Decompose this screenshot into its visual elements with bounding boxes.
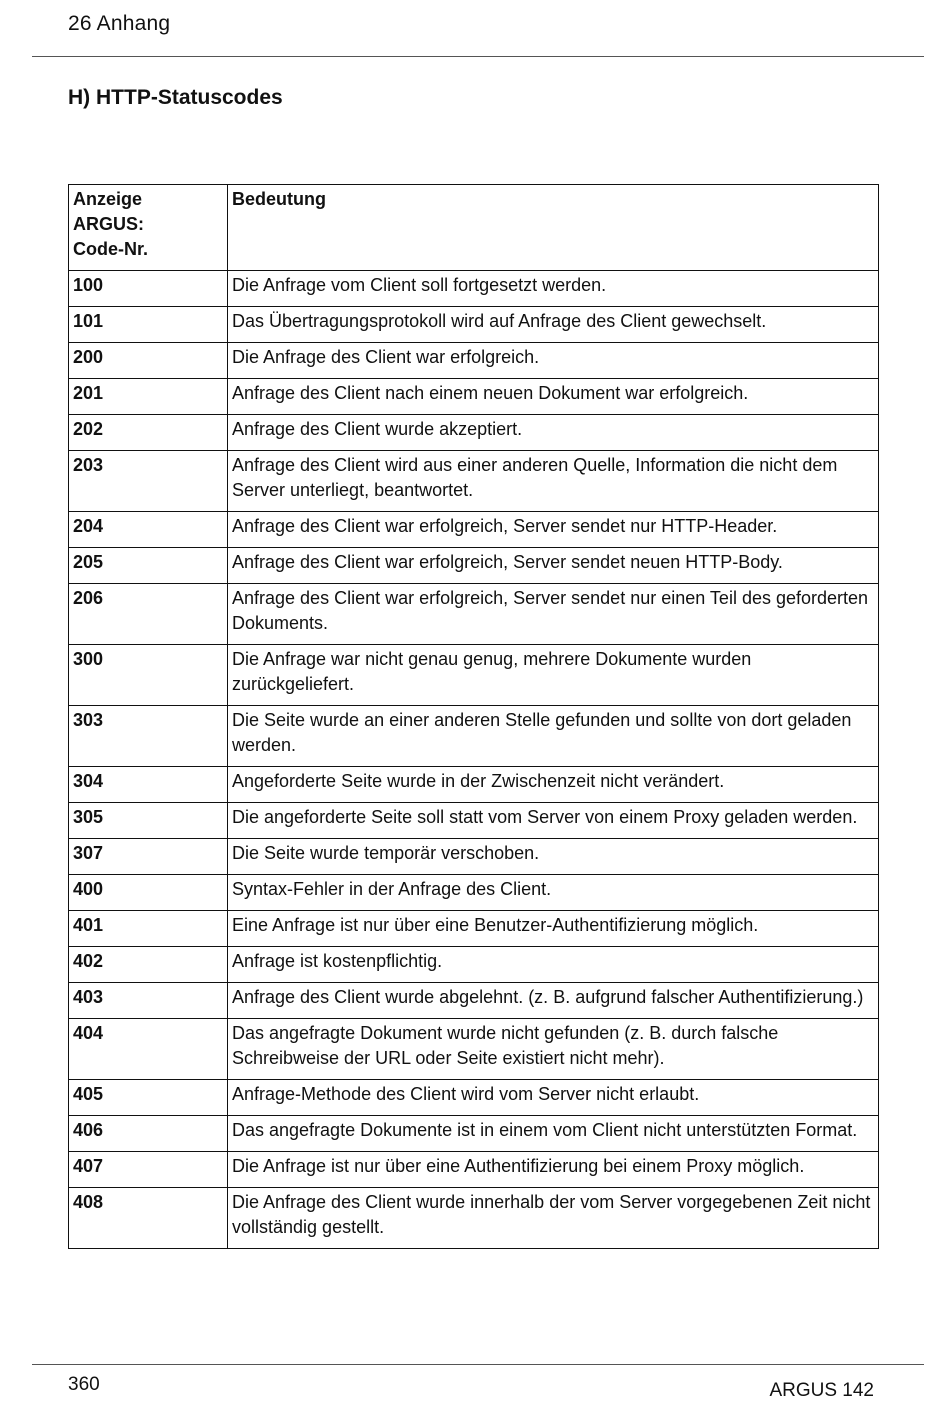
status-code-cell: 101	[69, 307, 228, 343]
table-row	[69, 415, 879, 451]
status-code-cell: 303	[69, 706, 228, 767]
status-code-cell: 403	[69, 983, 228, 1019]
chapter-header: 26 Anhang	[68, 12, 171, 35]
column-header-code-label: Anzeige ARGUS: Code-Nr.	[73, 189, 149, 259]
table-row	[69, 767, 879, 803]
table-header-row	[69, 185, 879, 271]
status-meaning-cell: Syntax-Fehler in der Anfrage des Client.	[228, 875, 879, 911]
status-meaning-cell: Anfrage des Client wird aus einer anderen Quelle, Information die nicht dem Server unterliegt, beantwortet.	[228, 451, 879, 512]
table-row	[69, 947, 879, 983]
status-code-cell: 405	[69, 1080, 228, 1116]
status-code-cell: 203	[69, 451, 228, 512]
status-meaning-cell: Angeforderte Seite wurde in der Zwischenzeit nicht verändert.	[228, 767, 879, 803]
status-code-cell: 407	[69, 1152, 228, 1188]
column-header-meaning: Bedeutung	[228, 185, 879, 271]
status-meaning-cell: Anfrage-Methode des Client wird vom Server nicht erlaubt.	[228, 1080, 879, 1116]
table-row	[69, 343, 879, 379]
status-code-cell: 304	[69, 767, 228, 803]
status-meaning-cell: Die Anfrage des Client war erfolgreich.	[228, 343, 879, 379]
status-code-cell: 202	[69, 415, 228, 451]
page-number: 360	[68, 1374, 100, 1395]
table-row	[69, 803, 879, 839]
status-code-table	[68, 184, 879, 1249]
section-title: H) HTTP-Statuscodes	[68, 86, 283, 109]
status-code-cell: 401	[69, 911, 228, 947]
status-meaning-cell: Die Anfrage war nicht genau genug, mehrere Dokumente wurden zurückgeliefert.	[228, 645, 879, 706]
table-row	[69, 1152, 879, 1188]
status-meaning-cell: Anfrage des Client war erfolgreich, Server sendet nur einen Teil des geforderten Dokuments.	[228, 584, 879, 645]
status-meaning-cell: Die Seite wurde an einer anderen Stelle gefunden und sollte von dort geladen werden.	[228, 706, 879, 767]
status-code-cell: 300	[69, 645, 228, 706]
status-meaning-cell: Die Seite wurde temporär verschoben.	[228, 839, 879, 875]
status-meaning-cell: Das Übertragungsprotokoll wird auf Anfrage des Client gewechselt.	[228, 307, 879, 343]
status-meaning-cell: Anfrage des Client wurde akzeptiert.	[228, 415, 879, 451]
status-meaning-cell: Anfrage ist kostenpflichtig.	[228, 947, 879, 983]
column-header-code	[69, 185, 228, 271]
table-body	[69, 271, 879, 1249]
status-meaning-cell: Das angefragte Dokumente ist in einem vom Client nicht unterstützten Format.	[228, 1116, 879, 1152]
table-row	[69, 271, 879, 307]
status-code-cell: 408	[69, 1188, 228, 1249]
table-row	[69, 911, 879, 947]
status-meaning-cell: Anfrage des Client wurde abgelehnt. (z. B. aufgrund falscher Authentifizierung.)	[228, 983, 879, 1019]
status-meaning-cell: Anfrage des Client war erfolgreich, Server sendet neuen HTTP-Body.	[228, 548, 879, 584]
status-meaning-cell: Eine Anfrage ist nur über eine Benutzer-Authentifizierung möglich.	[228, 911, 879, 947]
table-row	[69, 839, 879, 875]
table-row	[69, 1080, 879, 1116]
status-code-cell: 402	[69, 947, 228, 983]
table-row	[69, 451, 879, 512]
table-row	[69, 548, 879, 584]
table-row	[69, 645, 879, 706]
status-code-cell: 204	[69, 512, 228, 548]
table-row	[69, 706, 879, 767]
footer-divider	[32, 1364, 924, 1365]
product-name: ARGUS 142	[769, 1380, 874, 1401]
status-code-cell: 100	[69, 271, 228, 307]
table-row	[69, 1019, 879, 1080]
status-meaning-cell: Anfrage des Client war erfolgreich, Server sendet nur HTTP-Header.	[228, 512, 879, 548]
status-meaning-cell: Anfrage des Client nach einem neuen Dokument war erfolgreich.	[228, 379, 879, 415]
status-code-cell: 406	[69, 1116, 228, 1152]
status-meaning-cell: Das angefragte Dokument wurde nicht gefunden (z. B. durch falsche Schreibweise der URL oder Seite existiert nicht mehr).	[228, 1019, 879, 1080]
table-row	[69, 584, 879, 645]
header-divider	[32, 56, 924, 57]
status-code-cell: 206	[69, 584, 228, 645]
status-code-cell: 404	[69, 1019, 228, 1080]
status-code-cell: 200	[69, 343, 228, 379]
table-row	[69, 875, 879, 911]
table-row	[69, 1188, 879, 1249]
table-row	[69, 512, 879, 548]
status-meaning-cell: Die angeforderte Seite soll statt vom Server von einem Proxy geladen werden.	[228, 803, 879, 839]
status-meaning-cell: Die Anfrage ist nur über eine Authentifizierung bei einem Proxy möglich.	[228, 1152, 879, 1188]
status-code-cell: 400	[69, 875, 228, 911]
status-code-cell: 205	[69, 548, 228, 584]
status-meaning-cell: Die Anfrage des Client wurde innerhalb der vom Server vorgegebenen Zeit nicht vollständig gestellt.	[228, 1188, 879, 1249]
status-code-cell: 201	[69, 379, 228, 415]
table-row	[69, 1116, 879, 1152]
table-row	[69, 307, 879, 343]
table-row	[69, 983, 879, 1019]
status-code-cell: 305	[69, 803, 228, 839]
table-row	[69, 379, 879, 415]
status-code-cell: 307	[69, 839, 228, 875]
status-meaning-cell: Die Anfrage vom Client soll fortgesetzt werden.	[228, 271, 879, 307]
